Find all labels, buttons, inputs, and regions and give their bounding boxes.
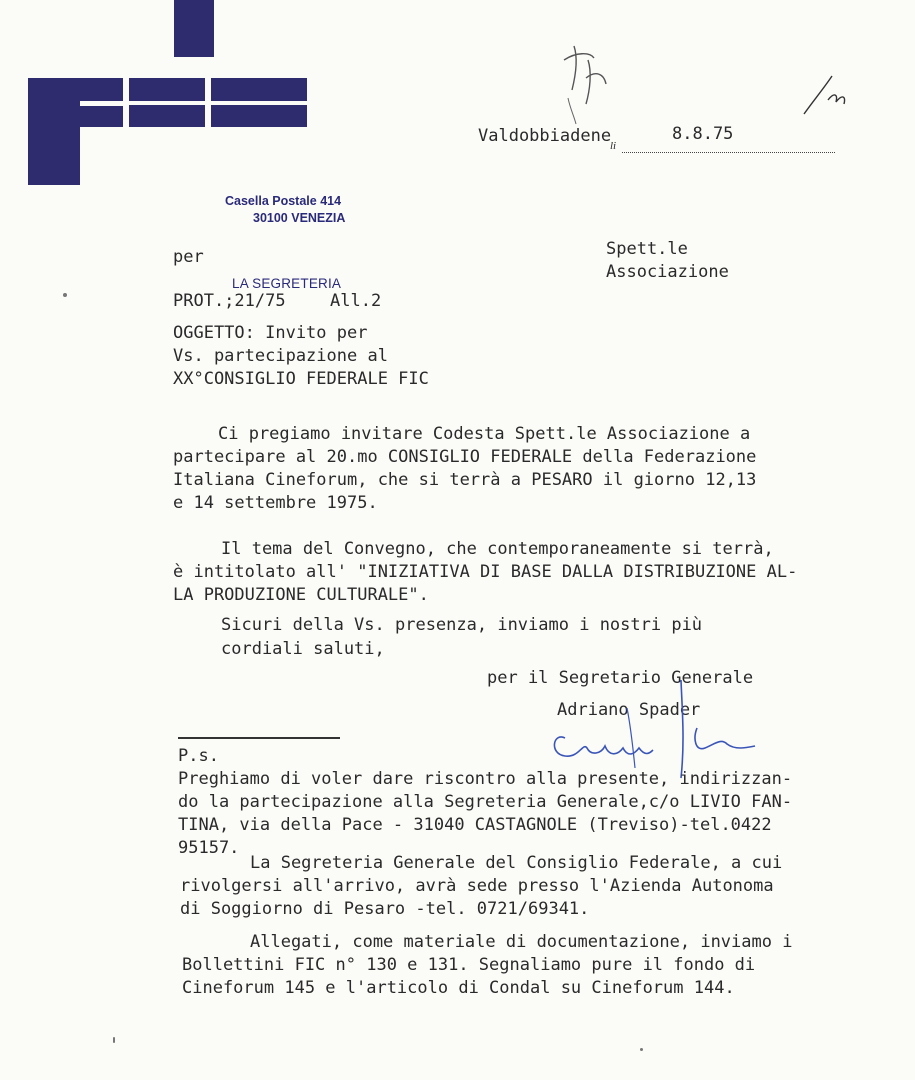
paper-speck [63, 293, 67, 297]
segreteria-stamp: LA SEGRETERIA [232, 276, 342, 291]
fic-logo [28, 0, 308, 185]
per-label: per [173, 247, 204, 267]
body-p3-line: cordiali saluti, [221, 639, 385, 659]
body-p1-line: Ci pregiamo invitare Codesta Spett.le Associazione a [218, 424, 751, 444]
po-box: Casella Postale 414 [225, 194, 342, 208]
body-p3-line: Sicuri della Vs. presenza, inviamo i nostri più [221, 615, 703, 635]
ps-p3-line: Cineforum 145 e l'articolo di Condal su Cineforum 144. [182, 978, 735, 998]
ps-p1-line: TINA, via della Pace - 31040 CASTAGNOLE (Treviso)-tel.0422 [178, 815, 772, 835]
ps-p3-line: Allegati, come materiale di documentazione, inviamo i [250, 932, 793, 952]
postscript-label: P.s. [178, 746, 219, 766]
signature-role: per il Segretario Generale [487, 668, 754, 688]
ps-p2-line: di Soggiorno di Pesaro -tel. 0721/69341. [180, 899, 590, 919]
body-p2-line: è intitolato all' "INIZIATIVA DI BASE DALLA DISTRIBUZIONE AL- [173, 562, 798, 582]
ps-p1-line: 95157. [178, 838, 240, 858]
ps-p3-line: Bollettini FIC n° 130 e 131. Segnaliamo pure il fondo di [182, 955, 756, 975]
ps-p1-line: Preghiamo di voler dare riscontro alla presente, indirizzan- [178, 769, 793, 789]
allegati-count: All.2 [330, 291, 382, 311]
city: 30100 VENEZIA [253, 211, 346, 225]
ps-p2-line: rivolgersi all'arrivo, avrà sede presso l'Azienda Autonoma [180, 876, 774, 896]
handwritten-initials [556, 38, 616, 128]
protocol-number: PROT.;21/75 [173, 291, 286, 311]
body-p1-line: partecipare al 20.mo CONSIGLIO FEDERALE della Federazione [173, 447, 757, 467]
li-label: li [610, 140, 617, 152]
ps-p1-line: do la partecipazione alla Segreteria Generale,c/o LIVIO FAN- [178, 792, 793, 812]
recipient-line-2: Associazione [606, 262, 729, 282]
ps-p2-line: La Segreteria Generale del Consiglio Federale, a cui [250, 853, 783, 873]
body-p1-line: e 14 settembre 1975. [173, 493, 378, 513]
date: 8.8.75 [672, 124, 734, 144]
subject-line-3: XX°CONSIGLIO FEDERALE FIC [173, 369, 429, 389]
handwritten-mark [800, 70, 860, 120]
subject-line-1: OGGETTO: Invito per [173, 323, 368, 343]
body-p2-line: Il tema del Convegno, che contemporaneamente si terrà, [221, 539, 774, 559]
body-p2-line: LA PRODUZIONE CULTURALE". [173, 585, 429, 605]
signature-name: Adriano Spader [557, 700, 701, 720]
subject-line-2: Vs. partecipazione al [173, 346, 388, 366]
recipient-line-1: Spett.le [606, 239, 688, 259]
body-p1-line: Italiana Cineforum, che si terrà a PESARO il giorno 12,13 [173, 470, 757, 490]
paper-speck [640, 1048, 643, 1051]
date-dotted-line [622, 152, 835, 153]
postscript-separator [178, 737, 340, 739]
paper-speck [113, 1037, 115, 1043]
place: Valdobbiadene [478, 126, 612, 146]
